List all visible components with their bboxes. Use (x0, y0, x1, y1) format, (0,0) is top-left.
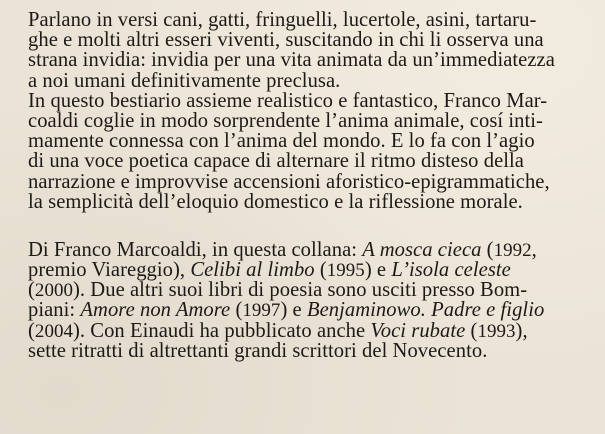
text-run: , (531, 238, 537, 261)
description-line-4: a noi umani definitivamente preclusa. (28, 69, 341, 92)
description-line-1: Parlano in versi cani, gatti, fringuelli, lucertole, asini, tartaru- (28, 9, 537, 31)
text-run: Di Franco Marcoaldi, in questa collana: (28, 238, 363, 261)
back-cover-text (28, 10, 596, 361)
bibliography-line-3 (28, 280, 596, 300)
description-paragraph (28, 10, 596, 212)
author-bibliography-paragraph (28, 240, 596, 361)
text-run: ( (28, 279, 35, 302)
book-title: A mosca cieca (362, 238, 482, 261)
text-run: ( (465, 319, 478, 342)
year: 1997 (242, 300, 281, 322)
bibliography-line-5 (28, 321, 596, 341)
description-line-9: narrazione e improvvise accensioni aforistico-epigrammatiche, (28, 170, 550, 193)
year: 1995 (326, 260, 365, 282)
paragraph-gap (28, 212, 596, 240)
year: 2004 (34, 320, 73, 342)
description-line-7: mamente connessa con l’anima del mondo. E lo fa con l’agio (28, 130, 535, 153)
book-title: Voci rubate (370, 319, 466, 342)
text-run: ( (28, 319, 35, 342)
text-run: ( (230, 299, 243, 322)
description-line-5: In questo bestiario assieme realistico e fantastico, Franco Mar- (28, 89, 548, 112)
book-title: Amore non Amore (80, 299, 231, 322)
text-run: ). Con Einaudi ha pubblicato anche (73, 319, 371, 342)
bibliography-line-1 (28, 240, 596, 260)
bibliography-line-2 (28, 260, 596, 280)
text-run: ) e (280, 299, 307, 322)
description-line-3: strana invidia: invidia per una vita animata da un’immediatezza (28, 49, 555, 72)
bibliography-line-6: sette ritratti di altrettanti grandi scrittori del Novecento. (28, 339, 488, 362)
text-run: ( (481, 238, 494, 261)
description-line-10: la semplicità dell’eloquio domestico e la riflessione morale. (28, 190, 523, 213)
book-title: L’isola celeste (391, 259, 511, 282)
book-title: Celibi al limbo (190, 259, 315, 282)
description-line-8: di una voce poetica capace di alternare il ritmo disteso della (28, 150, 524, 173)
year: 1993 (477, 320, 516, 342)
text-run: ). Due altri suoi libri di poesia sono usciti presso Bom- (73, 279, 528, 302)
text-run: premio Viareggio), (28, 259, 191, 282)
description-line-2: ghe e molti altri esseri viventi, suscitando in chi li osserva una (28, 29, 544, 52)
text-run: ) e (364, 259, 392, 282)
year: 2000 (34, 280, 73, 302)
book-title: Benjaminowo. Padre e figlio (306, 299, 545, 322)
description-line-6: coaldi coglie in modo sorprendente l’anima animale, cosí inti- (28, 109, 543, 132)
text-run: ( (314, 259, 327, 282)
text-run: piani: (28, 299, 81, 322)
text-run: ), (515, 319, 528, 342)
year: 1992 (493, 239, 532, 261)
bibliography-line-4 (28, 300, 596, 320)
